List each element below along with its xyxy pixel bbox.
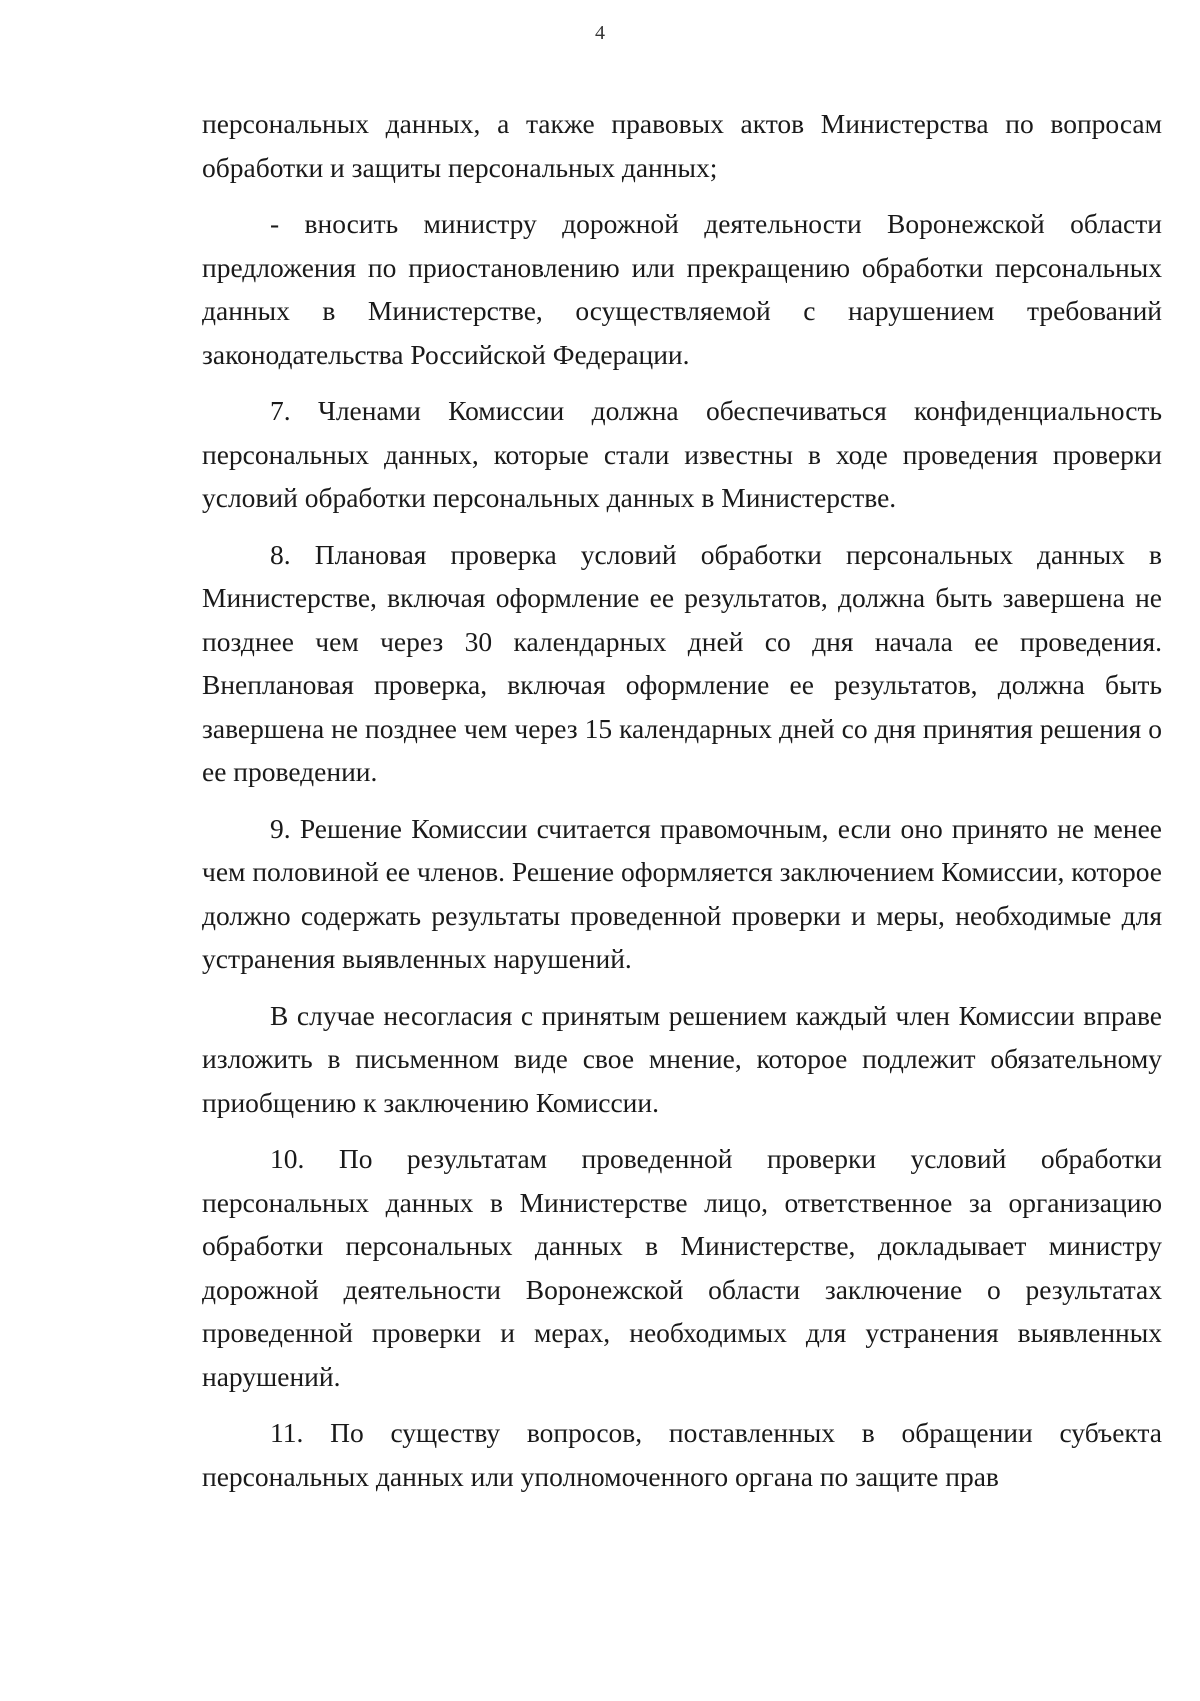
page-number: 4 (595, 22, 605, 44)
paragraph-clause-10: 10. По результатам проведенной проверки условий обработки персональных данных в Министерстве лицо, ответственное за организацию обработки персональных данных в Министерстве, докладывает министру дорожной деятельности Воронежской области заключение о результатах проведенной проверки и мерах, необходимых для устранения выявленных нарушений. (202, 1143, 1162, 1392)
paragraph-clause-9-disagreement: В случае несогласия с принятым решением каждый член Комиссии вправе изложить в письменном виде свое мнение, которое подлежит обязательному приобщению к заключению Комиссии. (202, 999, 1162, 1118)
paragraph-clause-9: 9. Решение Комиссии считается правомочным, если оно принято не менее чем половиной ее членов. Решение оформляется заключением Комиссии, которое должно содержать результаты проведенной проверки и меры, необходимые для устранения выявленных нарушений. (202, 812, 1162, 974)
paragraph-continuation: персональных данных, а также правовых актов Министерства по вопросам обработки и защиты персональных данных; (202, 108, 1162, 183)
paragraph-clause-11: 11. По существу вопросов, поставленных в обращении субъекта персональных данных или уполномоченного органа по защите прав (202, 1417, 1162, 1492)
paragraph-clause-7: 7. Членами Комиссии должна обеспечиваться конфиденциальность персональных данных, которые стали известны в ходе проведения проверки условий обработки персональных данных в Министерстве. (202, 395, 1162, 513)
document-body (202, 102, 1162, 1498)
paragraph-clause-8: 8. Плановая проверка условий обработки персональных данных в Министерстве, включая оформление ее результатов, должна быть завершена не позднее чем через 30 календарных дней со дня начала ее проведения. Внеплановая проверка, включая оформление ее результатов, должна быть завершена не позднее чем через 15 календарных дней со дня принятия решения о ее проведении. (202, 538, 1162, 787)
paragraph-list-item-proposals: - вносить министру дорожной деятельности Воронежской области предложения по приостановлению или прекращению обработки персональных данных в Министерстве, осуществляемой с нарушением требований законодательства Российской Федерации. (202, 208, 1162, 370)
